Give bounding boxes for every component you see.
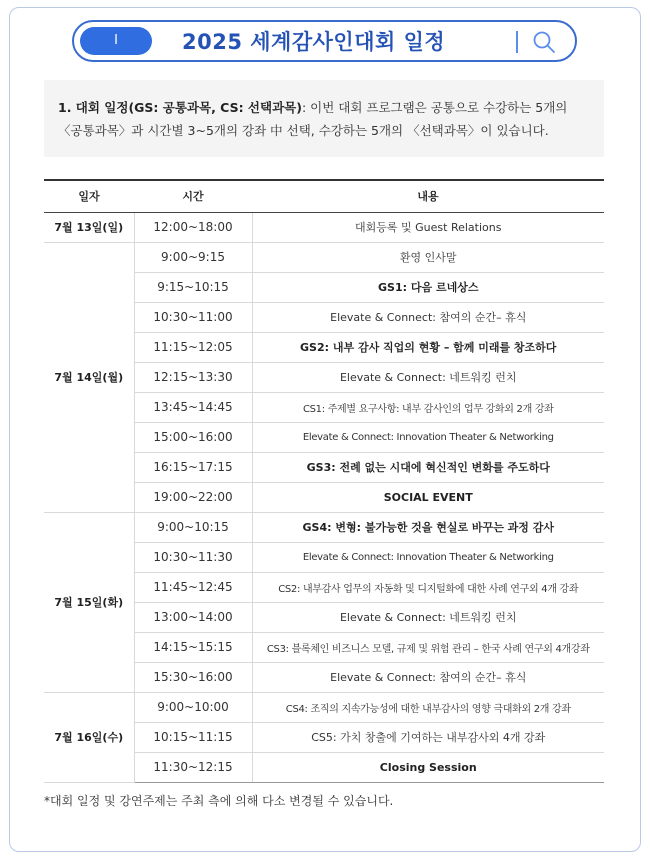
time-cell: 11:15~12:05 <box>134 332 252 362</box>
date-cell: 7월 14일(월) <box>44 242 134 512</box>
title-divider <box>516 31 518 53</box>
page-title: 2025 세계감사인대회 일정 <box>182 30 446 54</box>
content-cell: Elevate & Connect: 참여의 순간– 휴식 <box>252 662 604 692</box>
time-cell: 11:30~12:15 <box>134 752 252 782</box>
date-cell: 7월 16일(수) <box>44 692 134 782</box>
time-cell: 10:30~11:00 <box>134 302 252 332</box>
content-cell: 대회등록 및 Guest Relations <box>252 212 604 242</box>
content-cell: CS4: 조직의 지속가능성에 대한 내부감사의 영향 극대화외 2개 강좌 <box>252 692 604 722</box>
content-cell: GS1: 다음 르네상스 <box>252 272 604 302</box>
time-cell: 13:45~14:45 <box>134 392 252 422</box>
content-cell: Elevate & Connect: Innovation Theater & Networking <box>252 422 604 452</box>
column-header-time: 시간 <box>134 180 252 212</box>
content-cell: CS1: 주제별 요구사항: 내부 감사인의 업무 강화외 2개 강좌 <box>252 392 604 422</box>
content-cell: SOCIAL EVENT <box>252 482 604 512</box>
date-cell: 7월 13일(일) <box>44 212 134 242</box>
time-cell: 15:00~16:00 <box>134 422 252 452</box>
time-cell: 12:15~13:30 <box>134 362 252 392</box>
content-cell: GS4: 변형: 불가능한 것을 현실로 바꾸는 과정 감사 <box>252 512 604 542</box>
time-cell: 15:30~16:00 <box>134 662 252 692</box>
title-bar <box>72 20 577 62</box>
search-icon[interactable] <box>531 29 557 55</box>
content-cell: CS5: 가치 창출에 기여하는 내부감사외 4개 강좌 <box>252 722 604 752</box>
notice-text: : 이번 대회 프로그램은 공통으로 수강하는 5개의 〈공통과목〉과 시간별 3~5개의 강좌 中 선택, 수강하는 5개의 〈선택과목〉이 있습니다. <box>58 100 568 138</box>
time-cell: 10:30~11:30 <box>134 542 252 572</box>
time-cell: 9:15~10:15 <box>134 272 252 302</box>
notice-box <box>44 80 604 157</box>
content-cell: CS3: 블록체인 비즈니스 모델, 규제 및 위험 관리 – 한국 사례 연구외 4개강좌 <box>252 632 604 662</box>
table-row <box>44 692 604 722</box>
content-cell: Elevate & Connect: 참여의 순간– 휴식 <box>252 302 604 332</box>
time-cell: 12:00~18:00 <box>134 212 252 242</box>
table-row <box>44 242 604 272</box>
footnote: *대회 일정 및 강연주제는 주최 측에 의해 다소 변경될 수 있습니다. <box>44 794 394 808</box>
time-cell: 11:45~12:45 <box>134 572 252 602</box>
time-cell: 16:15~17:15 <box>134 452 252 482</box>
schedule-table <box>44 179 604 783</box>
time-cell: 13:00~14:00 <box>134 602 252 632</box>
schedule-body <box>44 212 604 782</box>
table-header-row <box>44 180 604 212</box>
time-cell: 9:00~9:15 <box>134 242 252 272</box>
time-cell: 14:15~15:15 <box>134 632 252 662</box>
time-cell: 10:15~11:15 <box>134 722 252 752</box>
time-cell: 19:00~22:00 <box>134 482 252 512</box>
table-row <box>44 212 604 242</box>
content-cell: Elevate & Connect: 네트워킹 런치 <box>252 362 604 392</box>
section-number-pill: I <box>80 27 152 55</box>
notice-label: 1. 대회 일정(GS: 공통과목, CS: 선택과목) <box>58 100 302 115</box>
time-cell: 9:00~10:00 <box>134 692 252 722</box>
date-cell: 7월 15일(화) <box>44 512 134 692</box>
content-cell: Elevate & Connect: 네트워킹 런치 <box>252 602 604 632</box>
content-cell: Elevate & Connect: Innovation Theater & Networking <box>252 542 604 572</box>
content-cell: 환영 인사말 <box>252 242 604 272</box>
column-header-date: 일자 <box>44 180 134 212</box>
time-cell: 9:00~10:15 <box>134 512 252 542</box>
content-cell: GS3: 전례 없는 시대에 혁신적인 변화를 주도하다 <box>252 452 604 482</box>
content-cell: Closing Session <box>252 752 604 782</box>
content-cell: GS2: 내부 감사 직업의 현황 – 함께 미래를 창조하다 <box>252 332 604 362</box>
column-header-content: 내용 <box>252 180 604 212</box>
table-row <box>44 512 604 542</box>
content-cell: CS2: 내부감사 업무의 자동화 및 디지털화에 대한 사례 연구외 4개 강좌 <box>252 572 604 602</box>
